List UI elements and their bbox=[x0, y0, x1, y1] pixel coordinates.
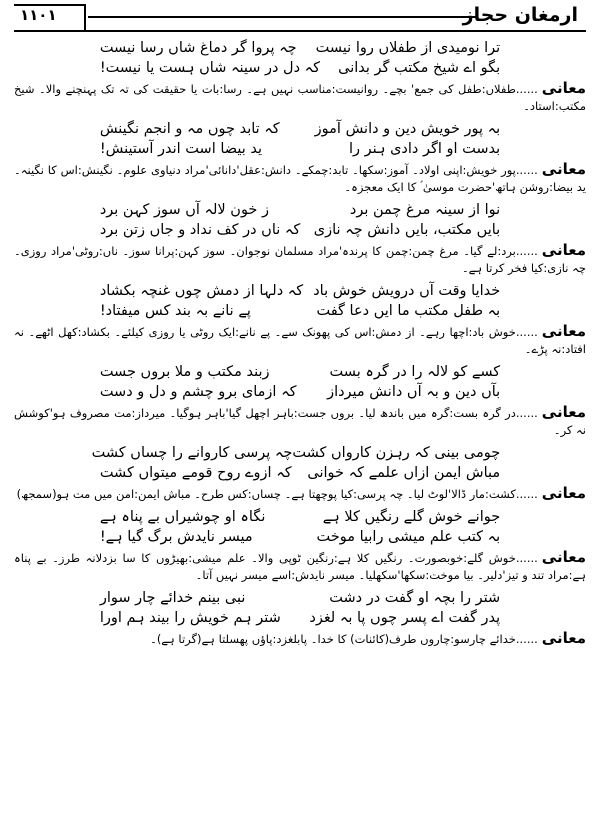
meaning-label: معانی bbox=[541, 484, 586, 502]
meaning-paragraph bbox=[14, 161, 586, 196]
couplet bbox=[14, 281, 586, 321]
hemistich-first: مباش ایمن ازاں علمے کہ خوانی bbox=[307, 465, 501, 481]
hemistich-first: بہ پور خویش دین و دانش آموز bbox=[314, 121, 501, 137]
page-header bbox=[14, 0, 586, 32]
couplet bbox=[14, 200, 586, 240]
hemistich-second: نبی بینم خدائے چار سوار bbox=[99, 590, 246, 606]
verse-line bbox=[100, 527, 500, 547]
hemistich-second: کہ ازمای برو چشم و دل و دست bbox=[99, 384, 297, 400]
hemistich-first: بآں دین و بہ آں دانش میرداز bbox=[327, 384, 501, 400]
hemistich-first: بایں مکتب، بایں دانش چہ نازی bbox=[313, 222, 501, 238]
verse-line bbox=[100, 220, 500, 240]
hemistich-second: کہ ناں در کف نداد و جاں زتن برد bbox=[99, 222, 301, 238]
couplet bbox=[14, 443, 586, 483]
meaning-text: ......در گرہ بست:گرہ میں باندھ لیا۔ بروں جست:باہر اچھل گیا'باہر ہوگیا۔ میرداز:مت مصروف ہو'کوشش نہ کر۔ bbox=[14, 406, 586, 437]
hemistich-second: نگاہ او چوشیراں بے پناہ ہے bbox=[99, 509, 266, 525]
verse-line bbox=[100, 119, 500, 139]
meaning-label: معانی bbox=[541, 79, 586, 97]
hemistich-first: بدست او اگر دادی ہنر را bbox=[348, 141, 501, 157]
meaning-text: ......خوش گلے:خوبصورت۔ رنگیں کلا ہے:رنگین ٹوپی والا۔ علم میشی:بھیڑوں کا سا بزدلانہ طرز۔ بے پناہ ہے:مراد تند و تیز'دلیر۔ بیا موخت:سکھا'سکھلیا۔ میسر نایدش:اسے میسر نہیں آتا۔ bbox=[14, 551, 586, 582]
meaning-label: معانی bbox=[541, 322, 586, 340]
hemistich-first: بگو اے شیخ مکتب گر بدانی bbox=[338, 60, 501, 76]
verse-line bbox=[100, 507, 500, 527]
meaning-paragraph bbox=[14, 549, 586, 584]
hemistich-first: کسے کو لالہ را در گرہ بست bbox=[329, 364, 501, 380]
meaning-label: معانی bbox=[541, 403, 586, 421]
verse-line bbox=[100, 139, 500, 159]
verse-line bbox=[100, 281, 500, 301]
hemistich-first: پدر گفت اے پسر چوں پا بہ لغزد bbox=[309, 610, 501, 626]
couplet bbox=[14, 362, 586, 402]
verse-line bbox=[100, 608, 500, 628]
hemistich-first: خدایا وقت آں درویش خوش باد bbox=[313, 283, 501, 299]
page-number: ۱۱۰۱ bbox=[20, 6, 57, 24]
hemistich-second: کہ تابد چوں مہ و انجم نگینش bbox=[99, 121, 280, 137]
verse-line bbox=[100, 200, 500, 220]
verse-line bbox=[100, 362, 500, 382]
verse-line bbox=[100, 588, 500, 608]
meaning-text: ......طفلاں:طفل کی جمع' بچے۔ روانیست:مناسب نہیں ہے۔ رسا:بات یا حقیقت کی تہ تک پہنچنے والا۔ شیخ مکتب:استاد۔ bbox=[14, 82, 586, 113]
hemistich-second: چہ پروا گر دماغ شاں رسا نیست bbox=[99, 40, 297, 56]
verse-line bbox=[100, 301, 500, 321]
meaning-paragraph bbox=[14, 80, 586, 115]
hemistich-second: چہ پرسی کاروانے را چساں کشت bbox=[91, 445, 293, 461]
meaning-paragraph bbox=[14, 485, 586, 503]
meaning-label: معانی bbox=[541, 160, 586, 178]
meaning-text: ......خوش باد:اچھا رہے۔ از دمش:اس کی پھونک سے۔ پے نانے:ایک روٹی یا روزی کیلئے۔ بکشاد:کھل اٹھے۔ نہ افتاد:نہ پڑے۔ bbox=[14, 325, 586, 356]
hemistich-second: میسر نایدش برگ گیا ہے! bbox=[99, 529, 253, 545]
hemistich-first: جوانے خوش گلے رنگیں کلا ہے bbox=[322, 509, 501, 525]
couplet bbox=[14, 588, 586, 628]
meaning-paragraph bbox=[14, 323, 586, 358]
meaning-paragraph bbox=[14, 630, 586, 648]
hemistich-second: کہ ازوے روح قومے میتواں کشت bbox=[99, 465, 292, 481]
meaning-text: ......برد:لے گیا۔ مرغ چمن:چمن کا پرندہ'مراد مسلمان نوجوان۔ سوز کہن:پرانا سوز۔ ناں:روٹی'مراد روزی۔ چہ نازی:کیا فخر کرتا ہے۔ bbox=[14, 244, 586, 275]
meaning-paragraph bbox=[14, 242, 586, 277]
hemistich-first: ترا نومیدی از طفلاں روا نیست bbox=[315, 40, 501, 56]
meaning-paragraph bbox=[14, 404, 586, 439]
meaning-label: معانی bbox=[541, 629, 586, 647]
hemistich-second: کہ دل در سینہ شاں ہست یا نیست! bbox=[99, 60, 321, 76]
couplet bbox=[14, 38, 586, 78]
hemistich-first: چومی بینی کہ رہزن کارواں کشت bbox=[292, 445, 501, 461]
verse-line bbox=[100, 463, 500, 483]
hemistich-first: بہ کتب علم میشی رابیا موخت bbox=[316, 529, 501, 545]
meaning-label: معانی bbox=[541, 241, 586, 259]
header-bracket bbox=[84, 4, 86, 30]
hemistich-first: شتر را بچہ او گفت در دشت bbox=[329, 590, 501, 606]
meaning-text: ......پور خویش:اپنی اولاد۔ آموز:سکھا۔ تابد:چمکے۔ دانش:عقل'دانائی'مراد دنیاوی علوم۔ نگینش:اس کا نگینہ۔ ید بیضا:روشن ہاتھ'حضرت موسیٰ ؑ کا ایک معجزہ۔ bbox=[14, 163, 586, 194]
hemistich-second: کہ دلہا از دمش چوں غنچہ بکشاد bbox=[99, 283, 304, 299]
verse-line bbox=[100, 38, 500, 58]
couplet bbox=[14, 507, 586, 547]
hemistich-first: نوا از سینہ مرغ چمن برد bbox=[349, 202, 501, 218]
header-underline bbox=[14, 30, 586, 32]
verse-line bbox=[100, 382, 500, 402]
hemistich-first: بہ طفل مکتب ما ایں دعا گفت bbox=[316, 303, 501, 319]
hemistich-second: ید بیضا است اندر آستینش! bbox=[99, 141, 262, 157]
hemistich-second: شتر ہم خویش را بیند ہم اورا bbox=[99, 610, 281, 626]
book-title: ارمغان حجاز bbox=[462, 4, 578, 26]
page-content bbox=[14, 38, 586, 832]
meaning-text: ......کشت:مار ڈالا'لوٹ لیا۔ چہ پرسی:کیا پوچھتا ہے۔ چساں:کس طرح۔ مباش ایمن:امن میں مت ہو(سمجھ) bbox=[16, 487, 538, 501]
header-rule bbox=[88, 16, 476, 18]
hemistich-second: زبند مکتب و ملا بروں جست bbox=[99, 364, 270, 380]
meaning-label: معانی bbox=[541, 548, 586, 566]
verse-line bbox=[91, 443, 501, 463]
hemistich-second: ز خون لالہ آں سوز کہن برد bbox=[99, 202, 270, 218]
hemistich-second: پے نانے بہ بند کس میفتاد! bbox=[99, 303, 251, 319]
verse-line bbox=[100, 58, 500, 78]
couplet bbox=[14, 119, 586, 159]
meaning-text: ......خدائے چارسو:چاروں طرف(کائنات) کا خدا۔ پابلغزد:پاؤں پھسلتا ہے(گرتا ہے)۔ bbox=[150, 632, 538, 646]
